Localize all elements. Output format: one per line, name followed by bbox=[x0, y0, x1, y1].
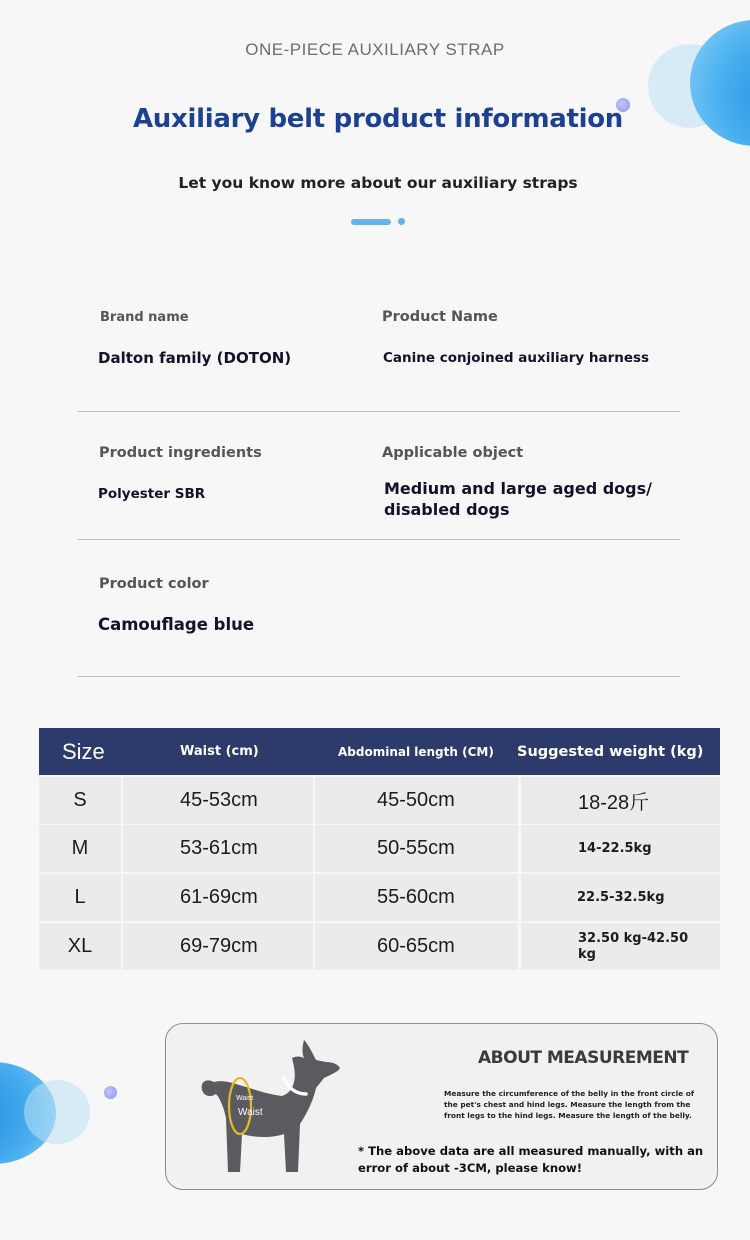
header-abdominal: Abdominal length (CM) bbox=[338, 744, 494, 759]
header-weight: Suggested weight (kg) bbox=[517, 743, 704, 760]
divider bbox=[78, 539, 680, 540]
cell-size: S bbox=[39, 777, 121, 824]
divider bbox=[78, 676, 680, 677]
cell-abdominal: 60-65cm bbox=[315, 923, 518, 970]
brand-value: Dalton family (DOTON) bbox=[98, 349, 292, 367]
cell-waist: 53-61cm bbox=[123, 825, 313, 872]
cell-size: L bbox=[39, 874, 121, 921]
dog-waist-label-small: Waist bbox=[236, 1095, 254, 1102]
decor-circle-light bbox=[24, 1080, 90, 1144]
dog-illustration-icon bbox=[196, 1038, 346, 1178]
page-title: Auxiliary belt product information bbox=[132, 104, 624, 134]
decor-bar-dot bbox=[398, 218, 405, 225]
applicable-value-line2: disabled dogs bbox=[384, 500, 510, 519]
brand-label: Brand name bbox=[100, 310, 189, 325]
decor-dot bbox=[104, 1086, 117, 1099]
applicable-label: Applicable object bbox=[382, 445, 524, 461]
table-header bbox=[39, 728, 720, 775]
applicable-value-line1: Medium and large aged dogs/ bbox=[384, 479, 652, 498]
cell-size: XL bbox=[39, 923, 121, 970]
table-row bbox=[39, 777, 720, 824]
eyebrow-text: ONE-PIECE AUXILIARY STRAP bbox=[245, 40, 505, 59]
table-row bbox=[39, 874, 720, 921]
ingredients-value: Polyester SBR bbox=[98, 486, 206, 502]
divider bbox=[78, 411, 680, 412]
cell-size: M bbox=[39, 825, 121, 872]
cell-abdominal: 50-55cm bbox=[315, 825, 518, 872]
product-name-value: Canine conjoined auxiliary harness bbox=[383, 350, 650, 366]
product-name-label: Product Name bbox=[382, 309, 498, 325]
measurement-title: ABOUT MEASUREMENT bbox=[478, 1048, 689, 1068]
page-subtitle: Let you know more about our auxiliary straps bbox=[178, 174, 578, 192]
measurement-note: * The above data are all measured manually, with an error of about -3CM, please know! bbox=[358, 1144, 704, 1175]
ingredients-label: Product ingredients bbox=[99, 445, 262, 461]
table-row bbox=[39, 825, 720, 872]
cell-weight-line1: 32.50 kg-42.50 bbox=[578, 930, 689, 946]
cell-waist: 61-69cm bbox=[123, 874, 313, 921]
cell-weight: 18-28斤 bbox=[521, 777, 720, 824]
cell-waist: 69-79cm bbox=[123, 923, 313, 970]
color-value: Camouflage blue bbox=[98, 615, 255, 634]
cell-abdominal: 45-50cm bbox=[315, 777, 518, 824]
cell-weight: 22.5-32.5kg bbox=[521, 874, 720, 921]
header-waist: Waist (cm) bbox=[180, 744, 259, 759]
measurement-description: Measure the circumference of the belly in the front circle of the pet's chest and hind legs. Measure the length from the front legs to the hind legs. Measure the length of the belly. bbox=[444, 1089, 695, 1120]
cell-weight-line2: kg bbox=[578, 946, 596, 962]
size-table bbox=[39, 728, 720, 971]
decor-bar bbox=[351, 219, 391, 225]
cell-weight: 14-22.5kg bbox=[521, 825, 720, 872]
cell-abdominal: 55-60cm bbox=[315, 874, 518, 921]
table-row bbox=[39, 923, 720, 970]
dog-waist-label: Waist bbox=[238, 1107, 263, 1118]
color-label: Product color bbox=[99, 576, 209, 592]
cell-weight bbox=[521, 923, 720, 970]
header-size: Size bbox=[62, 738, 105, 764]
cell-waist: 45-53cm bbox=[123, 777, 313, 824]
